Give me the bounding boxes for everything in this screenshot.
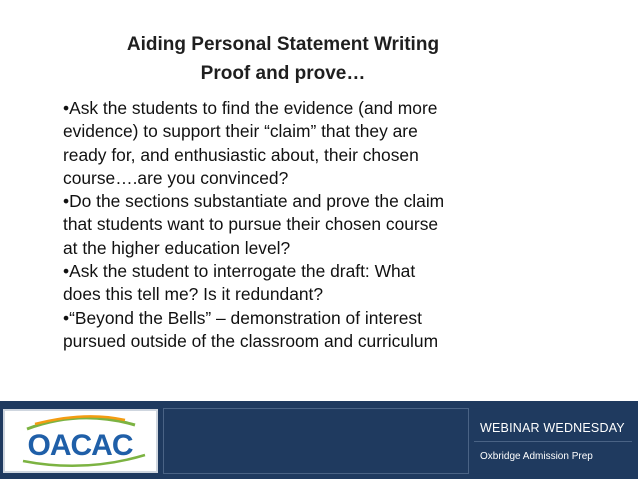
oacac-logo [3, 409, 158, 473]
bullet-line: •Ask the student to interrogate the draft: What [63, 261, 416, 282]
logo-wordmark: OACAC [27, 429, 133, 462]
prep-label: Oxbridge Admission Prep [480, 451, 593, 462]
bullet-line: does this tell me? Is it redundant? [63, 284, 324, 305]
footer-bar [0, 401, 638, 479]
bullet-line: •Do the sections substantiate and prove the claim [63, 191, 445, 212]
slide-title-line-1: Aiding Personal Statement Writing [126, 34, 440, 55]
bullet-line: evidence) to support their “claim” that they are [63, 121, 418, 142]
oacac-logo-graphic [5, 411, 156, 471]
bullet-line: that students want to pursue their chosen course [63, 214, 439, 235]
bullet-line: ready for, and enthusiastic about, their chosen [63, 144, 419, 165]
bullet-line: •“Beyond the Bells” – demonstration of interest [63, 307, 422, 328]
bullet-line: course….are you convinced? [63, 167, 289, 188]
bullet-item [63, 190, 503, 260]
bullet-item [63, 307, 503, 354]
bullet-list [63, 97, 503, 353]
webinar-label: WEBINAR WEDNESDAY [480, 421, 625, 435]
bullet-item [63, 97, 503, 190]
bullet-line: •Ask the students to find the evidence (and more [63, 98, 438, 118]
bullet-line: pursued outside of the classroom and curriculum [63, 330, 439, 351]
slide-title-line-2: Proof and prove… [200, 63, 366, 84]
slide-title [92, 30, 474, 88]
footer-center-panel [163, 408, 469, 474]
bullet-line: at the higher education level? [63, 237, 291, 258]
footer-divider [474, 441, 632, 442]
bullet-item [63, 260, 503, 307]
